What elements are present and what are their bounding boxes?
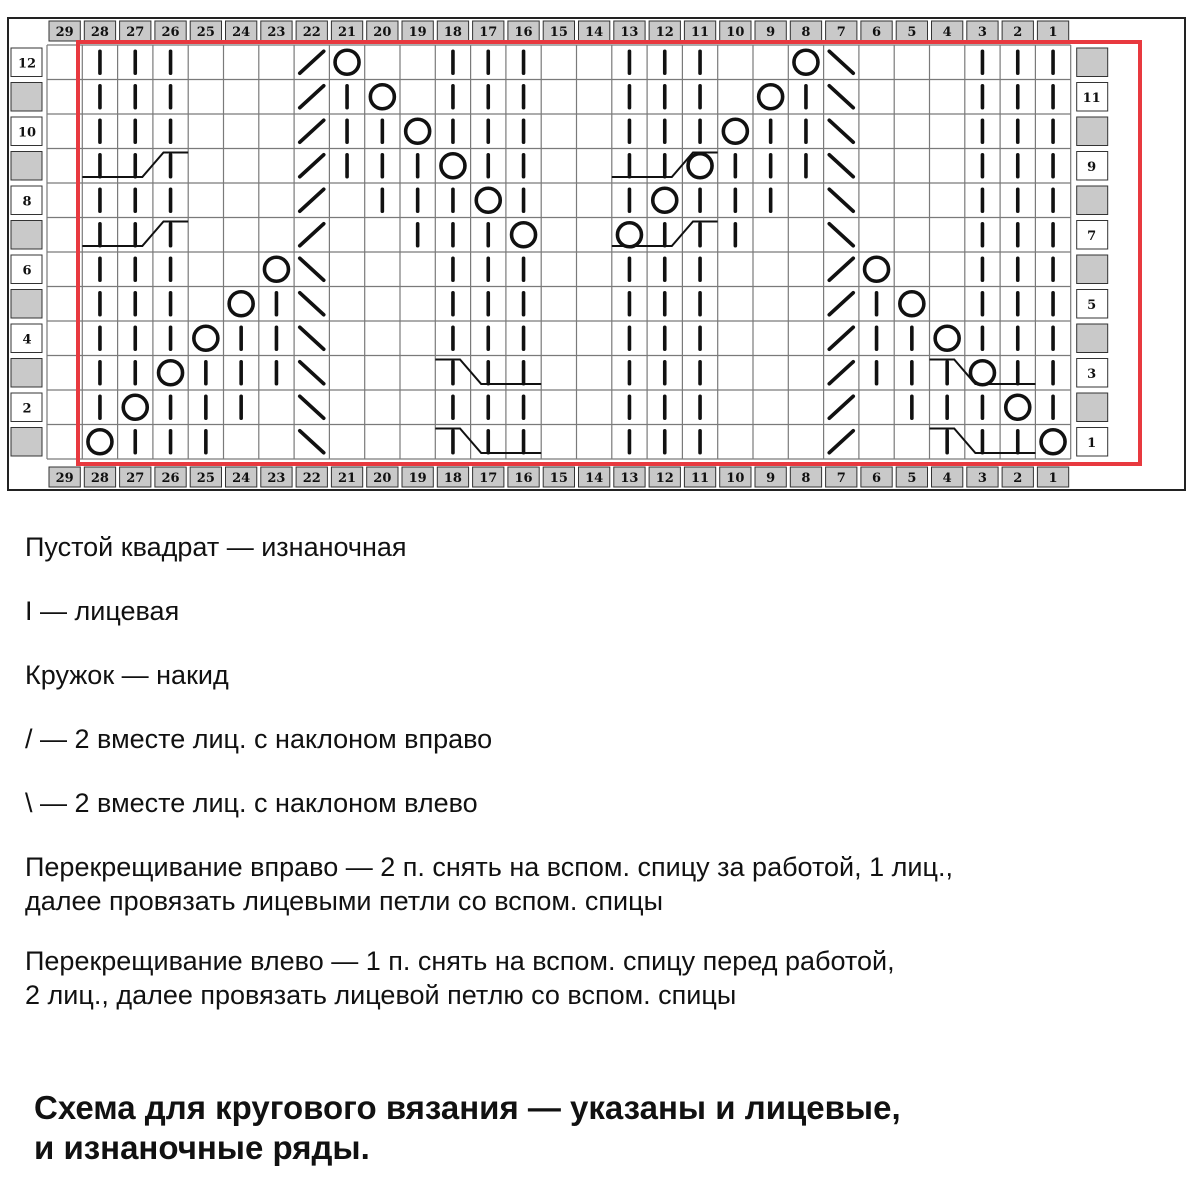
column-label-bottom: 19 <box>408 471 427 486</box>
yarn-over <box>406 119 430 143</box>
column-label-top: 12 <box>655 25 674 40</box>
column-label-bottom: 20 <box>373 471 392 486</box>
column-label-top: 10 <box>726 25 745 40</box>
yarn-over <box>935 326 959 350</box>
column-label-bottom: 25 <box>196 471 215 486</box>
yarn-over <box>335 50 359 74</box>
yarn-over <box>159 361 183 385</box>
row-label-box-left <box>11 152 42 181</box>
row-label-left: 12 <box>17 56 37 72</box>
column-label-bottom: 2 <box>1013 471 1023 486</box>
column-label-bottom: 18 <box>443 471 462 486</box>
column-label-top: 29 <box>55 25 74 40</box>
row-label-left: 8 <box>22 194 32 210</box>
legend-k2tog-left: \ — 2 вместе лиц. с наклоном влево <box>25 788 478 818</box>
row-label-box-right <box>1077 186 1108 215</box>
legend-cross-left <box>25 944 1185 1012</box>
column-label-bottom: 29 <box>55 471 74 486</box>
column-label-top: 5 <box>907 25 917 40</box>
column-label-top: 13 <box>620 25 639 40</box>
column-label-bottom: 28 <box>90 471 109 486</box>
column-label-bottom: 23 <box>267 471 286 486</box>
yarn-over <box>900 292 924 316</box>
row-label-box-left <box>11 83 42 112</box>
column-label-top: 24 <box>232 25 251 40</box>
legend-cross-left-line1: Перекрещивание влево — 1 п. снять на вспом. спицу перед работой, <box>25 946 895 976</box>
yarn-over <box>123 395 147 419</box>
column-label-top: 28 <box>90 25 109 40</box>
legend-purl: Пустой квадрат — изнаночная <box>25 532 407 562</box>
column-label-bottom: 8 <box>801 471 811 486</box>
column-label-bottom: 16 <box>514 471 533 486</box>
column-label-bottom: 3 <box>977 471 987 486</box>
column-label-bottom: 17 <box>479 471 498 486</box>
row-label-right: 7 <box>1087 228 1097 244</box>
yarn-over <box>441 154 465 178</box>
column-label-bottom: 7 <box>836 471 846 486</box>
yarn-over <box>865 257 889 281</box>
column-label-top: 4 <box>942 25 952 40</box>
legend-cross-right <box>25 850 1185 918</box>
column-label-top: 21 <box>338 25 357 40</box>
column-label-bottom: 14 <box>585 471 604 486</box>
legend-cross-left-line2: 2 лиц., далее провязать лицевой петлю со вспом. спицы <box>25 980 737 1010</box>
column-label-top: 18 <box>443 25 462 40</box>
column-label-bottom: 11 <box>691 471 710 486</box>
legend-yarn-over: Кружок — накид <box>25 660 229 690</box>
row-label-right: 3 <box>1087 366 1097 382</box>
column-label-top: 3 <box>977 25 987 40</box>
legend-cross-right-line2: далее провязать лицевыми петли со вспом. спицы <box>25 886 664 916</box>
row-label-left: 10 <box>17 125 37 141</box>
column-label-bottom: 1 <box>1048 471 1058 486</box>
row-label-left: 6 <box>22 263 32 279</box>
row-label-box-left <box>11 428 42 457</box>
column-label-top: 22 <box>302 25 321 40</box>
yarn-over <box>264 257 288 281</box>
yarn-over <box>723 119 747 143</box>
yarn-over <box>1041 430 1065 454</box>
legend-k2tog-right: / — 2 вместе лиц. с наклоном вправо <box>25 724 493 754</box>
row-label-right: 5 <box>1087 297 1097 313</box>
yarn-over <box>512 223 536 247</box>
column-label-top: 14 <box>585 25 604 40</box>
yarn-over <box>229 292 253 316</box>
column-label-top: 7 <box>836 25 846 40</box>
row-label-right: 9 <box>1087 159 1097 175</box>
column-label-top: 23 <box>267 25 286 40</box>
column-label-bottom: 9 <box>766 471 776 486</box>
column-label-top: 16 <box>514 25 533 40</box>
row-label-box-right <box>1077 393 1108 422</box>
yarn-over <box>653 188 677 212</box>
column-label-top: 27 <box>126 25 145 40</box>
column-label-bottom: 21 <box>338 471 357 486</box>
column-label-top: 19 <box>408 25 427 40</box>
row-label-box-right <box>1077 255 1108 284</box>
column-label-bottom: 6 <box>872 471 882 486</box>
caption <box>34 1088 1174 1168</box>
row-label-left: 4 <box>22 332 32 348</box>
row-label-box-right <box>1077 324 1108 353</box>
column-label-bottom: 10 <box>726 471 745 486</box>
legend-knit: I — лицевая <box>25 596 180 626</box>
caption-line2: и изнаночные ряды. <box>34 1129 370 1166</box>
column-label-top: 17 <box>479 25 498 40</box>
column-label-top: 9 <box>766 25 776 40</box>
row-label-right: 1 <box>1087 435 1097 451</box>
column-label-top: 1 <box>1048 25 1058 40</box>
column-label-top: 11 <box>691 25 710 40</box>
column-label-bottom: 22 <box>302 471 321 486</box>
row-label-box-left <box>11 359 42 388</box>
chart-border <box>8 18 1185 490</box>
row-label-box-left <box>11 290 42 319</box>
column-label-bottom: 15 <box>549 471 568 486</box>
yarn-over <box>688 154 712 178</box>
caption-line1: Схема для кругового вязания — указаны и лицевые, <box>34 1089 901 1126</box>
yarn-over <box>617 223 641 247</box>
knitting-chart <box>0 0 1200 500</box>
row-label-box-right <box>1077 117 1108 146</box>
legend-cross-right-line1: Перекрещивание вправо — 2 п. снять на вспом. спицу за работой, 1 лиц., <box>25 852 953 882</box>
row-label-left: 2 <box>22 401 32 417</box>
yarn-over <box>88 430 112 454</box>
column-label-top: 8 <box>801 25 811 40</box>
yarn-over <box>370 85 394 109</box>
column-label-bottom: 24 <box>232 471 251 486</box>
column-label-top: 25 <box>196 25 215 40</box>
column-label-bottom: 12 <box>655 471 674 486</box>
yarn-over <box>476 188 500 212</box>
column-label-top: 6 <box>872 25 882 40</box>
row-label-box-left <box>11 221 42 250</box>
row-label-box-right <box>1077 48 1108 77</box>
yarn-over <box>794 50 818 74</box>
column-label-bottom: 26 <box>161 471 180 486</box>
column-label-top: 2 <box>1013 25 1023 40</box>
column-label-bottom: 13 <box>620 471 639 486</box>
column-label-bottom: 5 <box>907 471 917 486</box>
yarn-over <box>1006 395 1030 419</box>
column-label-top: 20 <box>373 25 392 40</box>
chart-labels <box>8 18 1185 490</box>
column-label-top: 15 <box>549 25 568 40</box>
column-label-bottom: 4 <box>942 471 952 486</box>
yarn-over <box>194 326 218 350</box>
yarn-over <box>759 85 783 109</box>
row-label-right: 11 <box>1082 90 1101 106</box>
column-label-top: 26 <box>161 25 180 40</box>
column-label-bottom: 27 <box>126 471 145 486</box>
legend <box>25 530 1185 1038</box>
